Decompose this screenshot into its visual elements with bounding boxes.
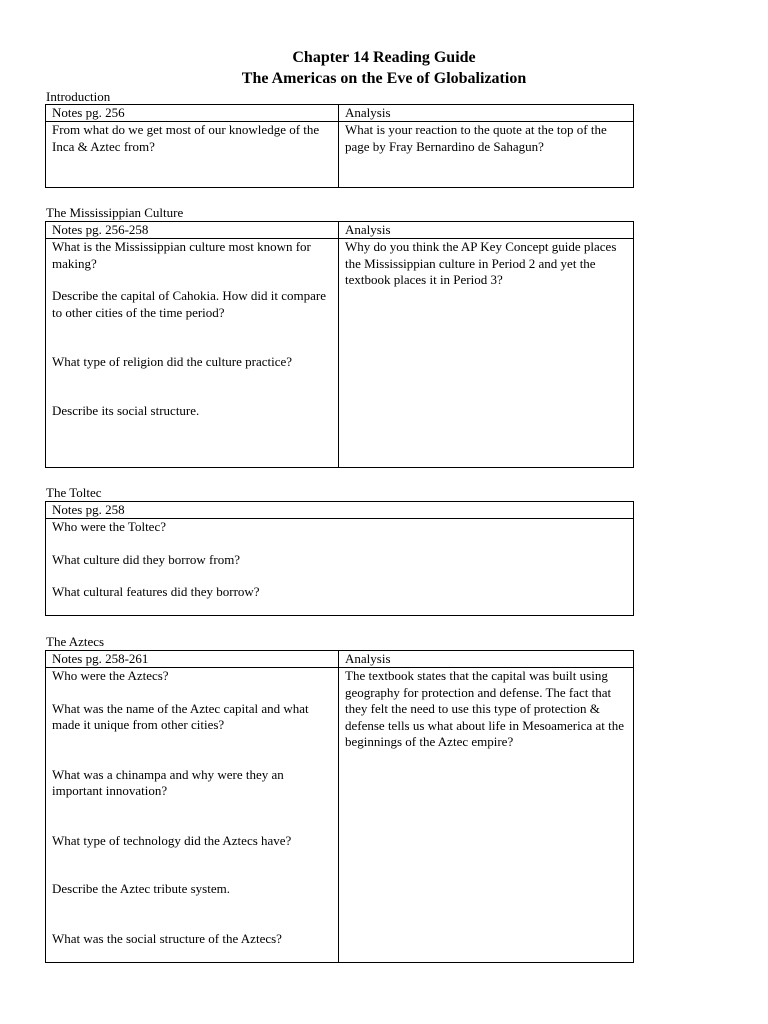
section-label-toltec: The Toltec bbox=[46, 485, 102, 500]
question: What type of religion did the culture practice? bbox=[52, 354, 293, 369]
analysis-question: What is your reaction to the quote at the top of the page by Fray Bernardino de Sahagun? bbox=[345, 122, 607, 154]
question: What was the name of the Aztec capital and what made it unique from other cities? bbox=[52, 700, 309, 732]
notes-header: Notes pg. 256 bbox=[46, 105, 339, 122]
analysis-cell[interactable] bbox=[339, 122, 634, 188]
question: Who were the Toltec? bbox=[52, 519, 166, 534]
page-subtitle: The Americas on the Eve of Globalization bbox=[241, 70, 527, 87]
notes-cell[interactable] bbox=[46, 122, 339, 188]
aztecs-table bbox=[45, 650, 634, 963]
section-label-introduction: Introduction bbox=[46, 89, 111, 104]
notes-header: Notes pg. 258-261 bbox=[46, 651, 339, 668]
analysis-cell[interactable] bbox=[339, 239, 634, 468]
notes-header: Notes pg. 258 bbox=[46, 502, 634, 519]
analysis-cell[interactable] bbox=[339, 668, 634, 963]
analysis-question: Why do you think the AP Key Concept guide places the Mississippian culture in Period 2 and yet the textbook places it in Period 3? bbox=[345, 239, 617, 287]
notes-cell[interactable] bbox=[46, 519, 634, 616]
introduction-table bbox=[45, 104, 634, 188]
page-title: Chapter 14 Reading Guide bbox=[292, 49, 476, 66]
question: What was a chinampa and why were they an important innovation? bbox=[52, 766, 284, 798]
question: What was the social structure of the Aztecs? bbox=[52, 930, 282, 946]
question: Describe the Aztec tribute system. bbox=[52, 881, 230, 896]
notes-cell[interactable] bbox=[46, 668, 339, 963]
analysis-header: Analysis bbox=[339, 222, 634, 239]
question: Describe the capital of Cahokia. How did it compare to other cities of the time period? bbox=[52, 288, 326, 320]
question: Who were the Aztecs? bbox=[52, 668, 169, 683]
notes-header: Notes pg. 256-258 bbox=[46, 222, 339, 239]
analysis-question: The textbook states that the capital was built using geography for protection and defense. The fact that they felt the need to use this type of protection & defense tells us what about life in Mesoamerica at the beginnings of the Aztec empire? bbox=[345, 668, 625, 749]
question: From what do we get most of our knowledge of the Inca & Aztec from? bbox=[52, 122, 320, 154]
analysis-header: Analysis bbox=[339, 105, 634, 122]
question: Describe its social structure. bbox=[52, 402, 200, 418]
question: What cultural features did they borrow? bbox=[52, 584, 260, 599]
question: What type of technology did the Aztecs have? bbox=[52, 832, 292, 848]
toltec-table bbox=[45, 501, 634, 616]
section-label-aztecs: The Aztecs bbox=[46, 634, 105, 649]
question: What is the Mississippian culture most known for making? bbox=[52, 239, 311, 271]
question: What culture did they borrow from? bbox=[52, 551, 241, 567]
analysis-header: Analysis bbox=[339, 651, 634, 668]
notes-cell[interactable] bbox=[46, 239, 339, 468]
mississippian-table bbox=[45, 221, 634, 468]
section-label-mississippian: The Mississippian Culture bbox=[46, 205, 184, 220]
